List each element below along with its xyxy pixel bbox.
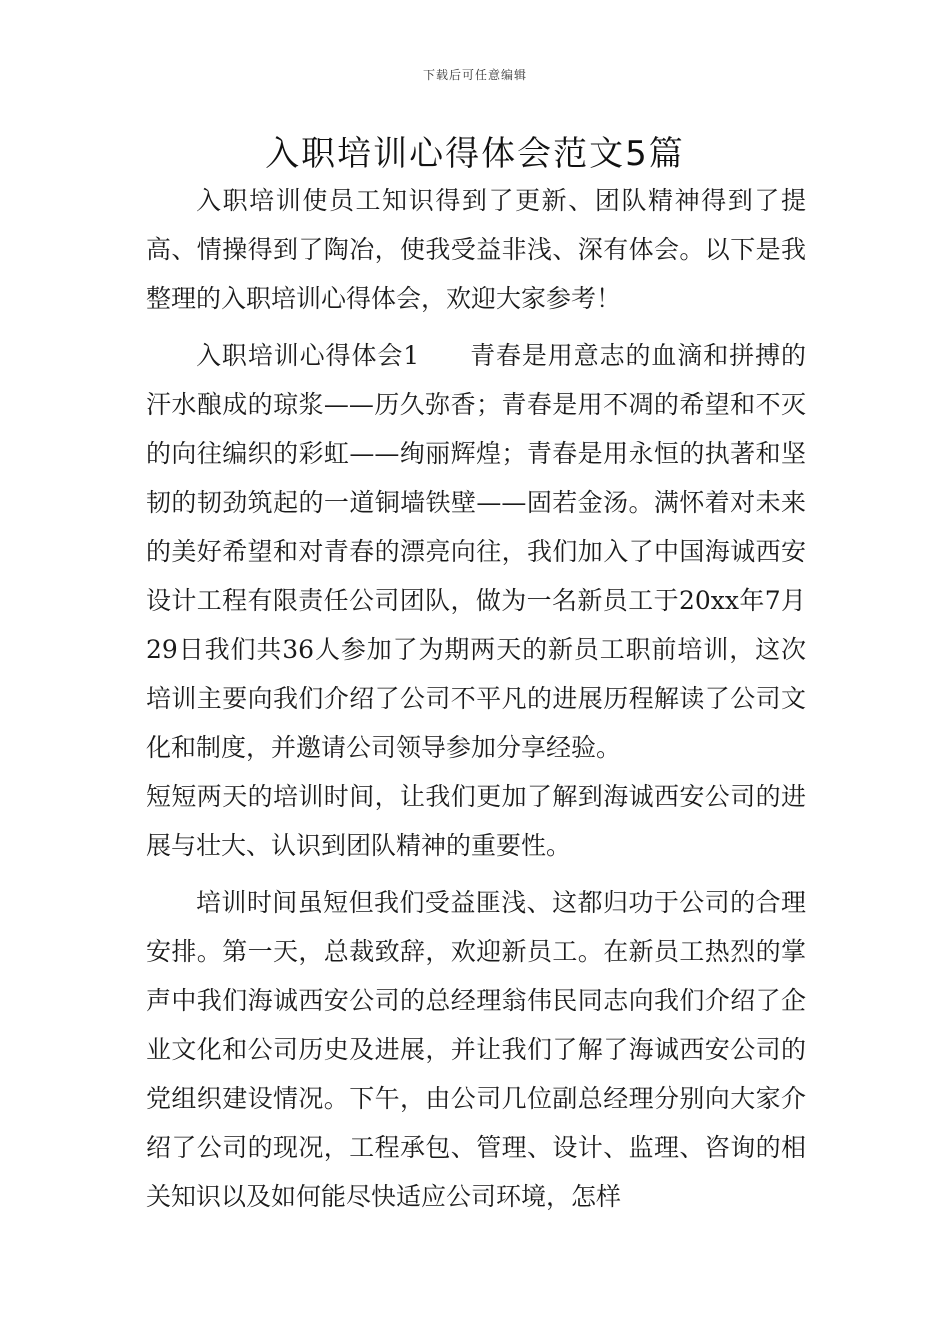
document-body: [146, 176, 806, 1221]
document-title: 入职培训心得体会范文5篇: [265, 134, 685, 174]
continuation-paragraph: 短短两天的培训时间，让我们更加了解到海诚西安公司的进展与壮大、认识到团队精神的重要性。: [146, 782, 806, 860]
intro-paragraph: 入职培训使员工知识得到了更新、团队精神得到了提高、情操得到了陶冶，使我受益非浅、深有体会。以下是我整理的入职培训心得体会，欢迎大家参考！: [146, 186, 806, 313]
header-note: 下载后可任意编辑: [422, 68, 527, 82]
section-paragraph: [146, 331, 806, 772]
section-heading: 入职培训心得体会1: [196, 341, 420, 370]
training-paragraph: 培训时间虽短但我们受益匪浅、这都归功于公司的合理安排。第一天，总裁致辞，欢迎新员工。在新员工热烈的掌声中我们海诚西安公司的总经理翁伟民同志向我们介绍了企业文化和公司历史及进展，并让我们了解了海诚西安公司的党组织建设情况。下午，由公司几位副总经理分别向大家介绍了公司的现况，工程承包、管理、设计、监理、咨询的相关知识以及如何能尽快适应公司环境，怎样: [146, 888, 806, 1211]
section-text: 青春是用意志的血滴和拼搏的汗水酿成的琼浆——历久弥香；青春是用不凋的希望和不灭的向往编织的彩虹——绚丽辉煌；青春是用永恒的执著和坚韧的韧劲筑起的一道铜墙铁壁——固若金汤。满怀着对未来的美好希望和对青春的漂亮向往，我们加入了中国海诚西安设计工程有限责任公司团队，做为一名新员工于20xx年7月29日我们共36人参加了为期两天的新员工职前培训，这次培训主要向我们介绍了公司不平凡的进展历程解读了公司文化和制度，并邀请公司领导参加分享经验。: [146, 341, 806, 762]
